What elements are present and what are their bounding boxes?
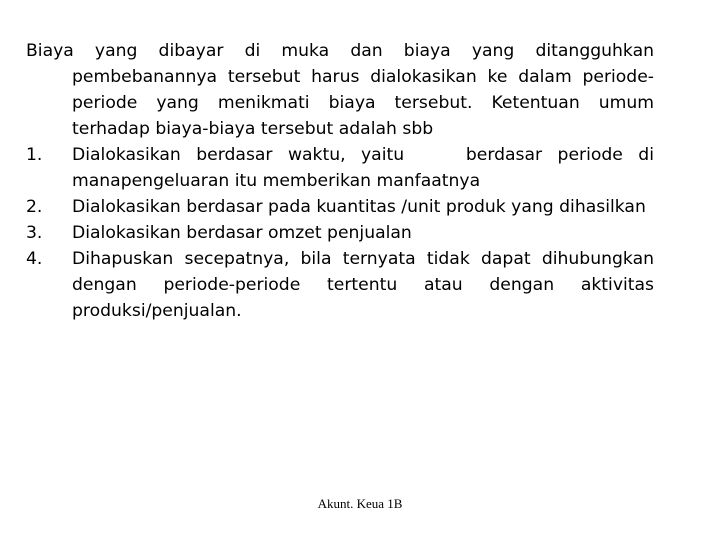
list-item-number: 2. <box>26 197 43 217</box>
list-item-number: 1. <box>26 145 43 165</box>
list-item-text: Dialokasikan berdasar waktu, yaitu berdasar periode di manapengeluaran itu memberikan manfaatnya <box>72 145 660 191</box>
slide-body <box>26 38 660 324</box>
list-item <box>26 220 654 246</box>
rules-list <box>26 142 660 324</box>
intro-paragraph: Biaya yang dibayar di muka dan biaya yang ditangguhkan pembebanannya tersebut harus dialokasikan ke dalam periode-periode yang menikmati biaya tersebut. Ketentuan umum terhadap biaya-biaya tersebut adalah sbb <box>26 41 654 139</box>
list-item <box>26 194 654 220</box>
list-item-number: 3. <box>26 223 43 243</box>
list-item-text: Dialokasikan berdasar omzet penjualan <box>72 223 412 243</box>
list-item-text: Dihapuskan secepatnya, bila ternyata tidak dapat dihubungkan dengan periode-periode tertentu atau dengan aktivitas produksi/penjualan. <box>72 249 654 321</box>
list-item-text: Dialokasikan berdasar pada kuantitas /unit produk yang dihasilkan <box>72 197 646 217</box>
list-item <box>26 246 654 324</box>
list-item <box>26 142 660 194</box>
list-item-number: 4. <box>26 249 43 269</box>
slide-footer: Akunt. Keua 1B <box>317 496 403 511</box>
